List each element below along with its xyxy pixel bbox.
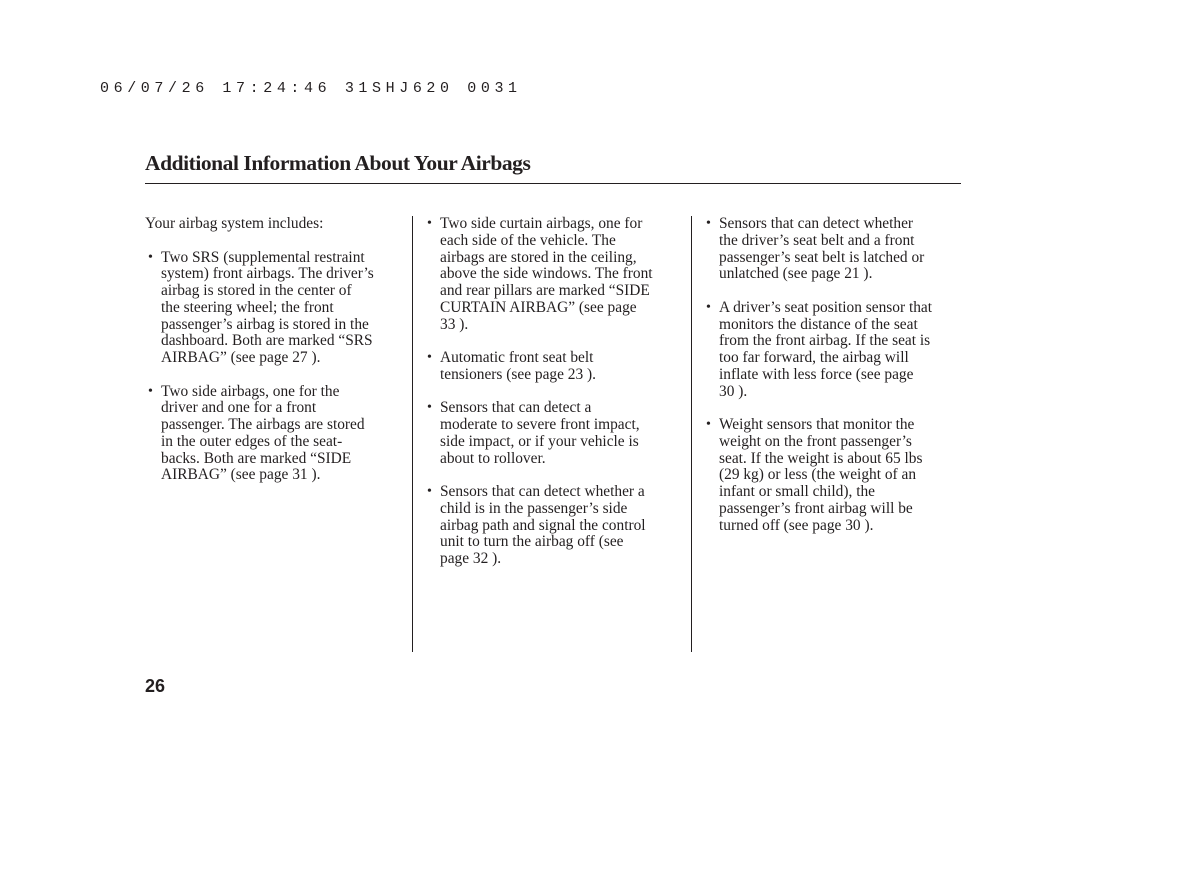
column-divider xyxy=(412,216,413,652)
column-1 xyxy=(145,216,407,501)
bullet-list xyxy=(424,216,686,568)
list-item: • Two side airbags, one for the driver and one for a front passenger. The airbags are stored in the outer edges of the seat- backs. Both are marked “SIDE AIRBAG” (see page 31 ). xyxy=(145,384,407,485)
page-title: Additional Information About Your Airbags xyxy=(145,151,531,175)
column-2 xyxy=(424,216,686,585)
print-header: 06/07/26 17:24:46 31SHJ620 0031 xyxy=(100,80,522,97)
list-item: • Sensors that can detect a moderate to severe front impact, side impact, or if your vehicle is about to rollover. xyxy=(424,400,686,467)
list-item: • Sensors that can detect whether the driver’s seat belt and a front passenger’s seat belt is latched or unlatched (see page 21 ). xyxy=(703,216,965,283)
page-number: 26 xyxy=(145,676,166,696)
list-item: • A driver’s seat position sensor that monitors the distance of the seat from the front airbag. If the seat is too far forward, the airbag will inflate with less force (see page 30 ). xyxy=(703,300,965,401)
intro-text: Your airbag system includes: xyxy=(145,215,324,232)
column-3 xyxy=(703,216,965,551)
column-divider xyxy=(691,216,692,652)
list-item: • Weight sensors that monitor the weight on the front passenger’s seat. If the weight is about 65 lbs (29 kg) or less (the weight of an infant or small child), the passenger’s front airbag will be turned off (see page 30 ). xyxy=(703,417,965,534)
list-item: • Two SRS (supplemental restraint system) front airbags. The driver’s airbag is stored in the center of the steering wheel; the front passenger’s airbag is stored in the dashboard. Both are marked “SRS AIRBAG” (see page 27 ). xyxy=(145,250,407,367)
title-rule xyxy=(145,183,961,184)
bullet-list xyxy=(145,250,407,485)
bullet-list xyxy=(703,216,965,534)
list-item: • Two side curtain airbags, one for each side of the vehicle. The airbags are stored in the ceiling, above the side windows. The front and rear pillars are marked “SIDE CURTAIN AIRBAG” (see page 33 ). xyxy=(424,216,686,333)
list-item: • Automatic front seat belt tensioners (see page 23 ). xyxy=(424,350,686,384)
list-item: • Sensors that can detect whether a child is in the passenger’s side airbag path and signal the control unit to turn the airbag off (see page 32 ). xyxy=(424,484,686,568)
